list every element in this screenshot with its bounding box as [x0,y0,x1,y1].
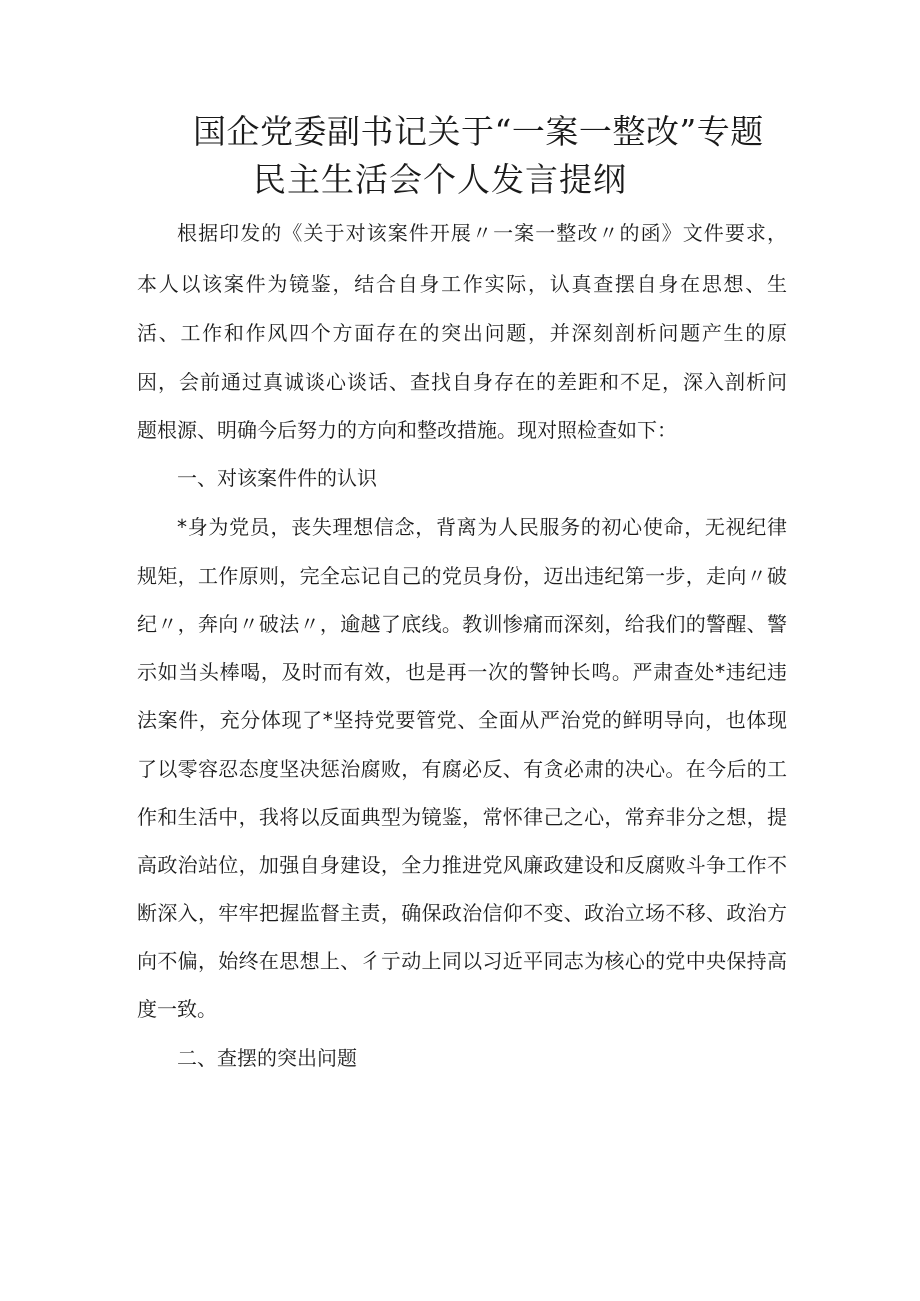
section1-line: 法案件，充分体现了*坚持党要管党、全面从严治党的鲜明导向，也体现 [137,708,787,732]
document-title-line-1: 国企党委副书记关于“一案一整改”专题 [193,112,764,151]
section-heading-1: 一、对该案件件的认识 [177,466,377,490]
section1-line: 度一致。 [137,997,217,1021]
section1-line: 向不偏，始终在思想上、彳亍动上同以习近平同志为核心的党中央保持高 [137,949,787,973]
intro-line: 因，会前通过真诚谈心谈话、查找自身存在的差距和不足，深入剖析问 [137,370,787,394]
section1-line: 示如当头棒喝，及时而有效，也是再一次的警钟长鸣。严肃查处*违纪违 [137,660,787,684]
intro-line: 根据印发的《关于对该案件开展〃一案一整改〃的函》文件要求， [177,221,787,245]
section1-line: 断深入，牢牢把握监督主责，确保政治信仰不变、政治立场不移、政治方 [137,901,787,925]
section-heading-2: 二、查摆的突出问题 [177,1046,357,1070]
intro-line: 本人以该案件为镜鉴，结合自身工作实际，认真查摆自身在思想、生 [137,272,787,296]
section1-line: 纪〃，奔向〃破法〃，逾越了底线。教训惨痛而深刻，给我们的警醒、警 [137,612,787,636]
section1-line: 了以零容忍态度坚决惩治腐败，有腐必反、有贪必肃的决心。在今后的工 [137,757,787,781]
document-title-line-2: 民主生活会个人发言提纲 [253,160,627,199]
section1-line: *身为党员，丧失理想信念，背离为人民服务的初心使命，无视纪律 [177,515,787,539]
intro-line: 题根源、明确今后努力的方向和整改措施。现对照检查如下： [137,418,677,442]
section1-line: 作和生活中，我将以反面典型为镜鉴，常怀律己之心，常弃非分之想，提 [137,805,787,829]
intro-line: 活、工作和作风四个方面存在的突出问题，并深刻剖析问题产生的原 [137,321,787,345]
section1-line: 高政治站位，加强自身建设，全力推进党风廉政建设和反腐败斗争工作不 [137,853,787,877]
section1-line: 规矩，工作原则，完全忘记自己的党员身份，迈出违纪第一步，走向〃破 [137,564,787,588]
